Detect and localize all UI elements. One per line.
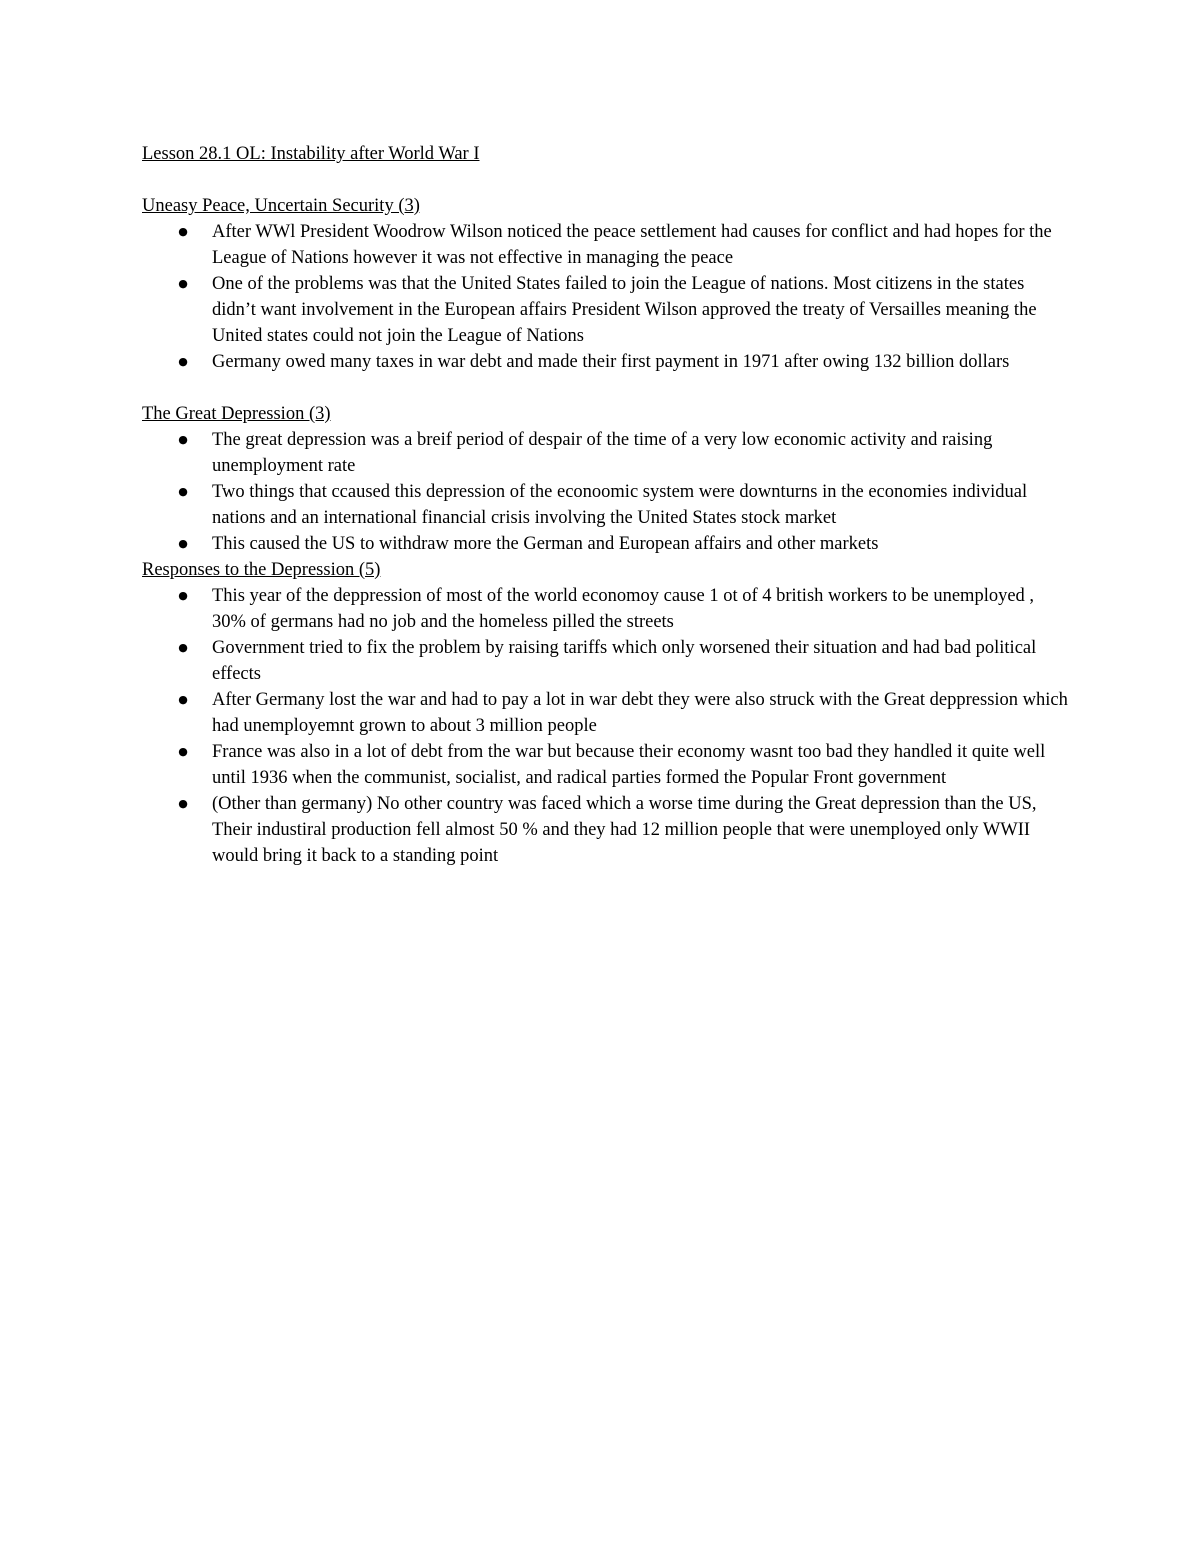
bullet-icon: ● [178,589,188,602]
list-item [142,427,1072,479]
bullet-icon: ● [178,355,188,368]
bullet-icon: ● [178,641,188,654]
bullet-list [142,219,1072,375]
section-heading: Uneasy Peace, Uncertain Security (3) [142,196,420,216]
spacer [142,375,1072,401]
section-heading: Responses to the Depression (5) [142,560,381,580]
list-item [142,791,1072,869]
list-item [142,349,1072,375]
list-item [142,479,1072,531]
section-great-depression [142,401,1072,557]
document-body [142,141,1072,869]
bullet-icon: ● [178,693,188,706]
list-item-text: Two things that ccaused this depression of the econoomic system were downturns in the economies individual nations and an international financial crisis involving the United States stock market [212,482,1028,528]
list-item-text: France was also in a lot of debt from the war but because their economy wasnt too bad they handled it quite well until 1936 when the communist, socialist, and radical parties formed the Popular Front government [212,742,1046,788]
list-item-text: Government tried to fix the problem by raising tariffs which only worsened their situation and had bad political effects [212,638,1037,684]
bullet-icon: ● [178,485,188,498]
list-item-text: The great depression was a breif period of despair of the time of a very low economic activity and raising unemployment rate [212,430,993,476]
list-item [142,583,1072,635]
list-item [142,219,1072,271]
list-item [142,635,1072,687]
list-item-text: This caused the US to withdraw more the German and European affairs and other markets [212,534,879,554]
bullet-icon: ● [178,277,188,290]
lesson-title: Lesson 28.1 OL: Instability after World War I [142,144,480,164]
list-item-text: One of the problems was that the United States failed to join the League of nations. Most citizens in the states didn’t want involvement in the European affairs President Wilson approved the treaty of Versailles meaning the United states could not join the League of Nations [212,274,1037,346]
section-responses-to-depression [142,557,1072,869]
list-item [142,739,1072,791]
section-uneasy-peace [142,193,1072,375]
bullet-icon: ● [178,745,188,758]
bullet-list [142,583,1072,869]
bullet-list [142,427,1072,557]
section-heading: The Great Depression (3) [142,404,331,424]
list-item [142,531,1072,557]
list-item-text: After Germany lost the war and had to pay a lot in war debt they were also struck with the Great deppression which had unemployemnt grown to about 3 million people [212,690,1068,736]
bullet-icon: ● [178,225,188,238]
list-item [142,271,1072,349]
list-item [142,687,1072,739]
list-item-text: Germany owed many taxes in war debt and made their first payment in 1971 after owing 132 billion dollars [212,352,1010,372]
bullet-icon: ● [178,537,188,550]
list-item-text: (Other than germany) No other country was faced which a worse time during the Great depression than the US, Their industiral production fell almost 50 % and they had 12 million people that were unemployed only WWII would bring it back to a standing point [212,794,1037,866]
bullet-icon: ● [178,797,188,810]
list-item-text: This year of the deppression of most of the world economoy cause 1 ot of 4 british workers to be unemployed , 30% of germans had no job and the homeless pilled the streets [212,586,1035,632]
list-item-text: After WWl President Woodrow Wilson noticed the peace settlement had causes for conflict and had hopes for the League of Nations however it was not effective in managing the peace [212,222,1052,268]
bullet-icon: ● [178,433,188,446]
